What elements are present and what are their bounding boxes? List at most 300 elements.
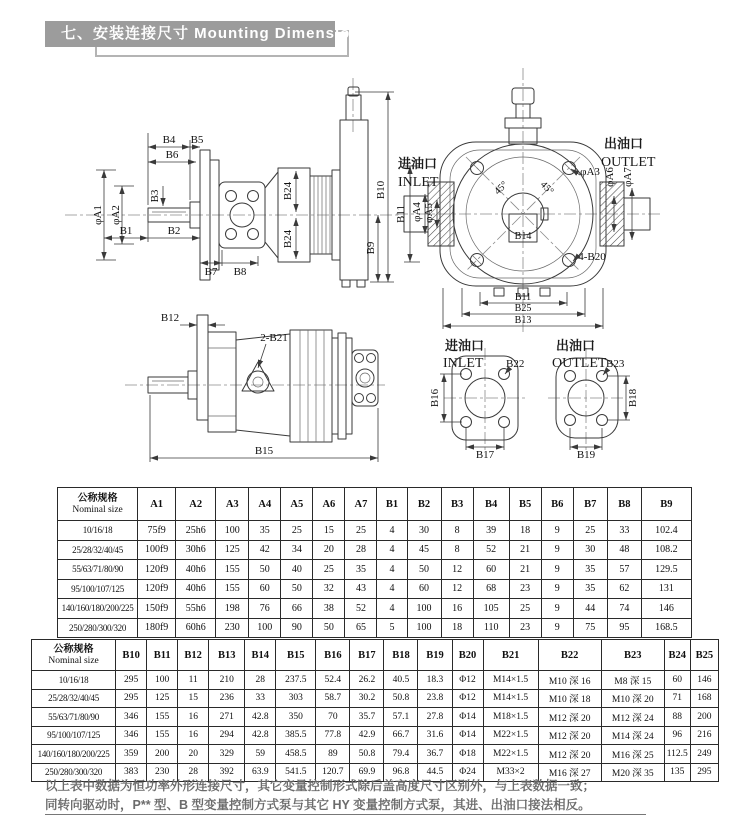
dim-label-b18: B18 <box>627 388 639 408</box>
dim-label-b3: B3 <box>149 189 161 203</box>
cell: 48 <box>607 540 641 560</box>
col-header-B7: B7 <box>573 488 607 521</box>
cell: 359 <box>116 745 147 764</box>
cell: 100 <box>407 618 441 638</box>
cell: 39 <box>473 521 509 541</box>
cell: 155 <box>216 579 249 599</box>
cell: 76 <box>249 599 281 619</box>
cell: 35 <box>249 521 281 541</box>
dim-label-b24-upper: B24 <box>282 181 294 201</box>
cell: 18.3 <box>418 671 452 690</box>
cell: 9 <box>541 599 573 619</box>
cell: 346 <box>116 708 147 727</box>
cell: 12 <box>441 560 473 580</box>
cell: 21 <box>509 540 541 560</box>
cell: 23 <box>509 579 541 599</box>
col-header-B15: B15 <box>276 640 316 671</box>
cell: 50.8 <box>350 745 384 764</box>
row-label: 140/160/180/200/225 <box>58 599 138 619</box>
angle-label-45-left: 45° <box>492 179 511 198</box>
cell: 180f9 <box>138 618 176 638</box>
cell: 385.5 <box>276 726 316 745</box>
cell: Φ12 <box>452 689 483 708</box>
dim-label-b13: B13 <box>514 315 532 326</box>
dim-label-phi-a2: φA2 <box>110 205 122 225</box>
cell: 271 <box>209 708 245 727</box>
footnote <box>45 778 705 815</box>
drawing-pump-side-view-2 <box>125 312 385 462</box>
dim-label-b12: B12 <box>160 312 180 324</box>
row-label: 10/16/18 <box>32 671 116 690</box>
dimension-table-b10-b25 <box>31 639 719 782</box>
cell: 42.8 <box>245 726 276 745</box>
table-row <box>32 726 719 745</box>
col-header-B8: B8 <box>607 488 641 521</box>
cell: Φ24 <box>452 763 483 782</box>
cell: 155 <box>216 560 249 580</box>
dim-label-b7: B7 <box>204 266 218 278</box>
dim-label-b24-lower: B24 <box>282 229 294 249</box>
cell: M20 深 35 <box>601 763 664 782</box>
cell: 168 <box>690 689 718 708</box>
cell: 230 <box>216 618 249 638</box>
cell: 131 <box>641 579 691 599</box>
cell: 44.5 <box>418 763 452 782</box>
cell: 392 <box>209 763 245 782</box>
cell: 294 <box>209 726 245 745</box>
col-header-B20: B20 <box>452 640 483 671</box>
cell: 15 <box>178 689 209 708</box>
cell: 60 <box>249 579 281 599</box>
cell: 11 <box>178 671 209 690</box>
cell: 50.8 <box>384 689 418 708</box>
cell: 168.5 <box>641 618 691 638</box>
cell: 69.9 <box>350 763 384 782</box>
cell: 55h6 <box>176 599 216 619</box>
dim-label-b1: B1 <box>119 225 133 237</box>
col-header-A5: A5 <box>281 488 313 521</box>
drawing-pump-front-view <box>395 68 662 334</box>
table-row <box>58 579 692 599</box>
inlet-flange-label-en: INLET <box>443 356 484 371</box>
cell: 8 <box>441 540 473 560</box>
cell: 57.1 <box>384 708 418 727</box>
col-header-B25: B25 <box>690 640 718 671</box>
col-header-B21: B21 <box>483 640 538 671</box>
dim-label-b2: B2 <box>167 225 181 237</box>
dim-label-phi-a7: φA7 <box>622 167 634 187</box>
cell: 216 <box>690 726 718 745</box>
cell: 20 <box>178 745 209 764</box>
cell: 237.5 <box>276 671 316 690</box>
cell: 30h6 <box>176 540 216 560</box>
cell: 66.7 <box>384 726 418 745</box>
cell: 60h6 <box>176 618 216 638</box>
cell: 62 <box>607 579 641 599</box>
col-header-A4: A4 <box>249 488 281 521</box>
cell: 146 <box>641 599 691 619</box>
cell: 30 <box>573 540 607 560</box>
dim-label-b4: B4 <box>162 134 176 146</box>
cell: 120.7 <box>316 763 350 782</box>
cell: 125 <box>216 540 249 560</box>
outlet-flange-label-en: OUTLET <box>552 356 607 371</box>
outlet-flange-label-zh: 出油口 <box>556 338 596 353</box>
cell: M16 深 25 <box>601 745 664 764</box>
row-label: 95/100/107/125 <box>58 579 138 599</box>
cell: 303 <box>276 689 316 708</box>
cell: 25h6 <box>176 521 216 541</box>
cell: 35 <box>573 579 607 599</box>
cell: 4 <box>377 579 407 599</box>
table-row <box>32 708 719 727</box>
row-label: 95/100/107/125 <box>32 726 116 745</box>
dim-label-b6: B6 <box>165 149 179 161</box>
cell: 9 <box>541 521 573 541</box>
dim-label-b22: B22 <box>506 358 525 370</box>
col-header-B17: B17 <box>350 640 384 671</box>
inlet-flange-label-zh: 进油口 <box>445 338 485 353</box>
cell: 18 <box>509 521 541 541</box>
col-header-A3: A3 <box>216 488 249 521</box>
dim-label-b19: B19 <box>576 449 596 461</box>
col-header-B4: B4 <box>473 488 509 521</box>
col-header-B9: B9 <box>641 488 691 521</box>
cell: 295 <box>690 763 718 782</box>
cell: 23.8 <box>418 689 452 708</box>
cell: 36.7 <box>418 745 452 764</box>
inlet-label-zh: 进油口 <box>398 156 438 171</box>
cell: 5 <box>377 618 407 638</box>
cell: 50 <box>281 579 313 599</box>
dim-label-b16: B16 <box>429 388 441 408</box>
col-header-B1: B1 <box>377 488 407 521</box>
row-label: 140/160/180/200/225 <box>32 745 116 764</box>
col-header-B12: B12 <box>178 640 209 671</box>
cell: 9 <box>541 618 573 638</box>
cell: 28 <box>245 671 276 690</box>
cell: 100f9 <box>138 540 176 560</box>
cell: 33 <box>245 689 276 708</box>
cell: 25 <box>509 599 541 619</box>
row-label: 25/28/32/40/45 <box>58 540 138 560</box>
table-row <box>58 618 692 638</box>
cell: 110 <box>473 618 509 638</box>
section-banner <box>45 21 361 47</box>
cell: M14×1.5 <box>483 671 538 690</box>
cell: 96.8 <box>384 763 418 782</box>
cell: 9 <box>541 560 573 580</box>
dim-label-b11-left: B11 <box>395 205 407 223</box>
cell: M8 深 15 <box>601 671 664 690</box>
cell: 12 <box>441 579 473 599</box>
cell: 40 <box>281 560 313 580</box>
cell: 23 <box>509 618 541 638</box>
angle-label-45-right: 45° <box>537 179 556 198</box>
cell: 30 <box>407 521 441 541</box>
cell: 52 <box>473 540 509 560</box>
cell: M12 深 20 <box>538 726 601 745</box>
cell: 27.8 <box>418 708 452 727</box>
col-header-B6: B6 <box>541 488 573 521</box>
cell: 26.2 <box>350 671 384 690</box>
dim-label-b10: B10 <box>375 180 387 200</box>
cell: 155 <box>147 726 178 745</box>
cell: 50 <box>407 560 441 580</box>
outlet-label-zh: 出油口 <box>604 136 644 151</box>
cell: 38 <box>313 599 345 619</box>
cell: 52.4 <box>316 671 350 690</box>
col-header-nominal: 公称规格 Nominal size <box>58 488 138 521</box>
cell: 68 <box>473 579 509 599</box>
dim-label-b8: B8 <box>233 266 247 278</box>
cell: 42.9 <box>350 726 384 745</box>
cell: 4 <box>377 560 407 580</box>
col-header-B16: B16 <box>316 640 350 671</box>
cell: 120f9 <box>138 579 176 599</box>
cell: 75 <box>573 618 607 638</box>
cell: 42.8 <box>245 708 276 727</box>
col-header-A1: A1 <box>138 488 176 521</box>
cell: 44 <box>573 599 607 619</box>
cell: 74 <box>607 599 641 619</box>
cell: 198 <box>216 599 249 619</box>
cell: 18 <box>441 618 473 638</box>
cell: 146 <box>690 671 718 690</box>
outlet-label-en: OUTLET <box>601 155 656 170</box>
cell: 100 <box>249 618 281 638</box>
dim-label-b25: B25 <box>514 303 532 314</box>
col-header-B5: B5 <box>509 488 541 521</box>
drawing-pump-side-view <box>65 78 398 287</box>
dim-label-phi-a4: φA4 <box>411 202 423 222</box>
cell: 31.6 <box>418 726 452 745</box>
cell: 52 <box>345 599 377 619</box>
footnote-line-2: 同转向驱动时，P** 型、B 型变量控制方式泵与其它 HY 变量控制方式泵，其进、出油口接法相反。 <box>45 797 646 815</box>
cell: 102.4 <box>641 521 691 541</box>
cell: 25 <box>313 560 345 580</box>
cell: 100 <box>407 599 441 619</box>
table-row <box>32 689 719 708</box>
col-header-A7: A7 <box>345 488 377 521</box>
cell: 40.5 <box>384 671 418 690</box>
cell: 96 <box>664 726 690 745</box>
cell: 88 <box>664 708 690 727</box>
col-header-B19: B19 <box>418 640 452 671</box>
col-header-B18: B18 <box>384 640 418 671</box>
cell: 95 <box>607 618 641 638</box>
row-label: 55/63/71/80/90 <box>32 708 116 727</box>
table-row <box>58 599 692 619</box>
cell: 4 <box>377 540 407 560</box>
cell: 249 <box>690 745 718 764</box>
col-header-B11: B11 <box>147 640 178 671</box>
cell: M10 深 20 <box>601 689 664 708</box>
dim-label-phi-a1: φA1 <box>92 205 104 225</box>
row-label: 250/280/300/320 <box>58 618 138 638</box>
cell: 125 <box>147 689 178 708</box>
cell: M22×1.5 <box>483 726 538 745</box>
cell: 77.8 <box>316 726 350 745</box>
cell: 60 <box>473 560 509 580</box>
cell: 75f9 <box>138 521 176 541</box>
cell: 20 <box>313 540 345 560</box>
cell: 329 <box>209 745 245 764</box>
cell: 63.9 <box>245 763 276 782</box>
cell: 16 <box>178 708 209 727</box>
cell: 15 <box>313 521 345 541</box>
cell: 34 <box>281 540 313 560</box>
cell: 16 <box>178 726 209 745</box>
cell: 79.4 <box>384 745 418 764</box>
row-label: 55/63/71/80/90 <box>58 560 138 580</box>
table-row <box>32 671 719 690</box>
cell: M22×1.5 <box>483 745 538 764</box>
cell: 25 <box>345 521 377 541</box>
cell: 135 <box>664 763 690 782</box>
dim-label-b23: B23 <box>606 358 625 370</box>
cell: 295 <box>116 671 147 690</box>
cell: 541.5 <box>276 763 316 782</box>
dim-label-b15: B15 <box>254 445 274 457</box>
footnote-line-1: 以上表中数据为恒功率外形连接尺寸，其它变量控制形式除后盖高度尺寸区别外，与上表数据一致； <box>45 779 596 793</box>
cell: 59 <box>245 745 276 764</box>
cell: 35 <box>345 560 377 580</box>
cell: 200 <box>690 708 718 727</box>
cell: 9 <box>541 540 573 560</box>
cell: 346 <box>116 726 147 745</box>
cell: 200 <box>147 745 178 764</box>
dim-label-phi-a6: φA6 <box>604 167 616 187</box>
cell: 28 <box>345 540 377 560</box>
dim-label-phi-a3: φA3 <box>580 166 600 178</box>
cell: 40h6 <box>176 560 216 580</box>
cell: 383 <box>116 763 147 782</box>
cell: 65 <box>345 618 377 638</box>
row-label: 250/280/300/320 <box>32 763 116 782</box>
cell: 105 <box>473 599 509 619</box>
cell: 57 <box>607 560 641 580</box>
cell: 236 <box>209 689 245 708</box>
inlet-label-en: INLET <box>398 175 439 190</box>
dim-label-b9: B9 <box>365 241 377 255</box>
cell: 90 <box>281 618 313 638</box>
cell: M12 深 20 <box>538 745 601 764</box>
col-header-A6: A6 <box>313 488 345 521</box>
cell: Φ14 <box>452 708 483 727</box>
dim-label-phi-a5: φA5 <box>423 203 435 223</box>
col-header-B22: B22 <box>538 640 601 671</box>
dim-label-b5: B5 <box>190 134 204 146</box>
table-row <box>58 540 692 560</box>
cell: 33 <box>607 521 641 541</box>
col-header-B24: B24 <box>664 640 690 671</box>
cell: 120f9 <box>138 560 176 580</box>
cell: 45 <box>407 540 441 560</box>
cell: Φ18 <box>452 745 483 764</box>
cell: 70 <box>316 708 350 727</box>
cell: 4 <box>377 599 407 619</box>
cell: 112.5 <box>664 745 690 764</box>
cell: 32 <box>313 579 345 599</box>
cell: 100 <box>147 671 178 690</box>
table-row <box>58 521 692 541</box>
cell: 210 <box>209 671 245 690</box>
cell: M18×1.5 <box>483 708 538 727</box>
cell: 35.7 <box>350 708 384 727</box>
cell: 58.7 <box>316 689 350 708</box>
cell: 16 <box>441 599 473 619</box>
cell: Φ12 <box>452 671 483 690</box>
cell: M12 深 20 <box>538 708 601 727</box>
cell: 30.2 <box>350 689 384 708</box>
cell: 108.2 <box>641 540 691 560</box>
col-header-B3: B3 <box>441 488 473 521</box>
cell: 150f9 <box>138 599 176 619</box>
cell: 25 <box>573 521 607 541</box>
cell: 21 <box>509 560 541 580</box>
dimension-table-a1-b9 <box>57 487 692 638</box>
cell: 458.5 <box>276 745 316 764</box>
cell: M14×1.5 <box>483 689 538 708</box>
cell: 71 <box>664 689 690 708</box>
table-row <box>32 745 719 764</box>
cell: M33×2 <box>483 763 538 782</box>
cell: 4 <box>377 521 407 541</box>
drawing-port-flanges <box>429 338 639 461</box>
cell: 50 <box>249 560 281 580</box>
dim-label-2-b21: 2-B21 <box>260 332 288 344</box>
cell: 230 <box>147 763 178 782</box>
row-label: 25/28/32/40/45 <box>32 689 116 708</box>
cell: 295 <box>116 689 147 708</box>
table-row <box>58 560 692 580</box>
col-header-B13: B13 <box>209 640 245 671</box>
cell: 129.5 <box>641 560 691 580</box>
cell: 155 <box>147 708 178 727</box>
dim-label-b14: B14 <box>514 231 532 242</box>
cell: 40h6 <box>176 579 216 599</box>
cell: M14 深 24 <box>601 726 664 745</box>
col-header-B14: B14 <box>245 640 276 671</box>
cell: 89 <box>316 745 350 764</box>
cell: M10 深 16 <box>538 671 601 690</box>
col-header-B2: B2 <box>407 488 441 521</box>
col-header-B10: B10 <box>116 640 147 671</box>
cell: 100 <box>216 521 249 541</box>
cell: 60 <box>664 671 690 690</box>
section-title: 七、安装连接尺寸 Mounting Dimension <box>61 25 361 42</box>
cell: 25 <box>281 521 313 541</box>
col-header-nominal: 公称规格 Nominal size <box>32 640 116 671</box>
cell: 9 <box>541 579 573 599</box>
dim-label-4-b20: 4-B20 <box>578 251 606 263</box>
cell: 42 <box>249 540 281 560</box>
cell: 8 <box>441 521 473 541</box>
cell: M10 深 18 <box>538 689 601 708</box>
cell: 350 <box>276 708 316 727</box>
cell: 35 <box>573 560 607 580</box>
cell: 60 <box>407 579 441 599</box>
row-label: 10/16/18 <box>58 521 138 541</box>
cell: 28 <box>178 763 209 782</box>
cell: 66 <box>281 599 313 619</box>
cell: 43 <box>345 579 377 599</box>
dim-label-b11-bottom: B11 <box>514 292 532 303</box>
cell: M16 深 27 <box>538 763 601 782</box>
dim-label-b17: B17 <box>475 449 495 461</box>
cell: M12 深 24 <box>601 708 664 727</box>
